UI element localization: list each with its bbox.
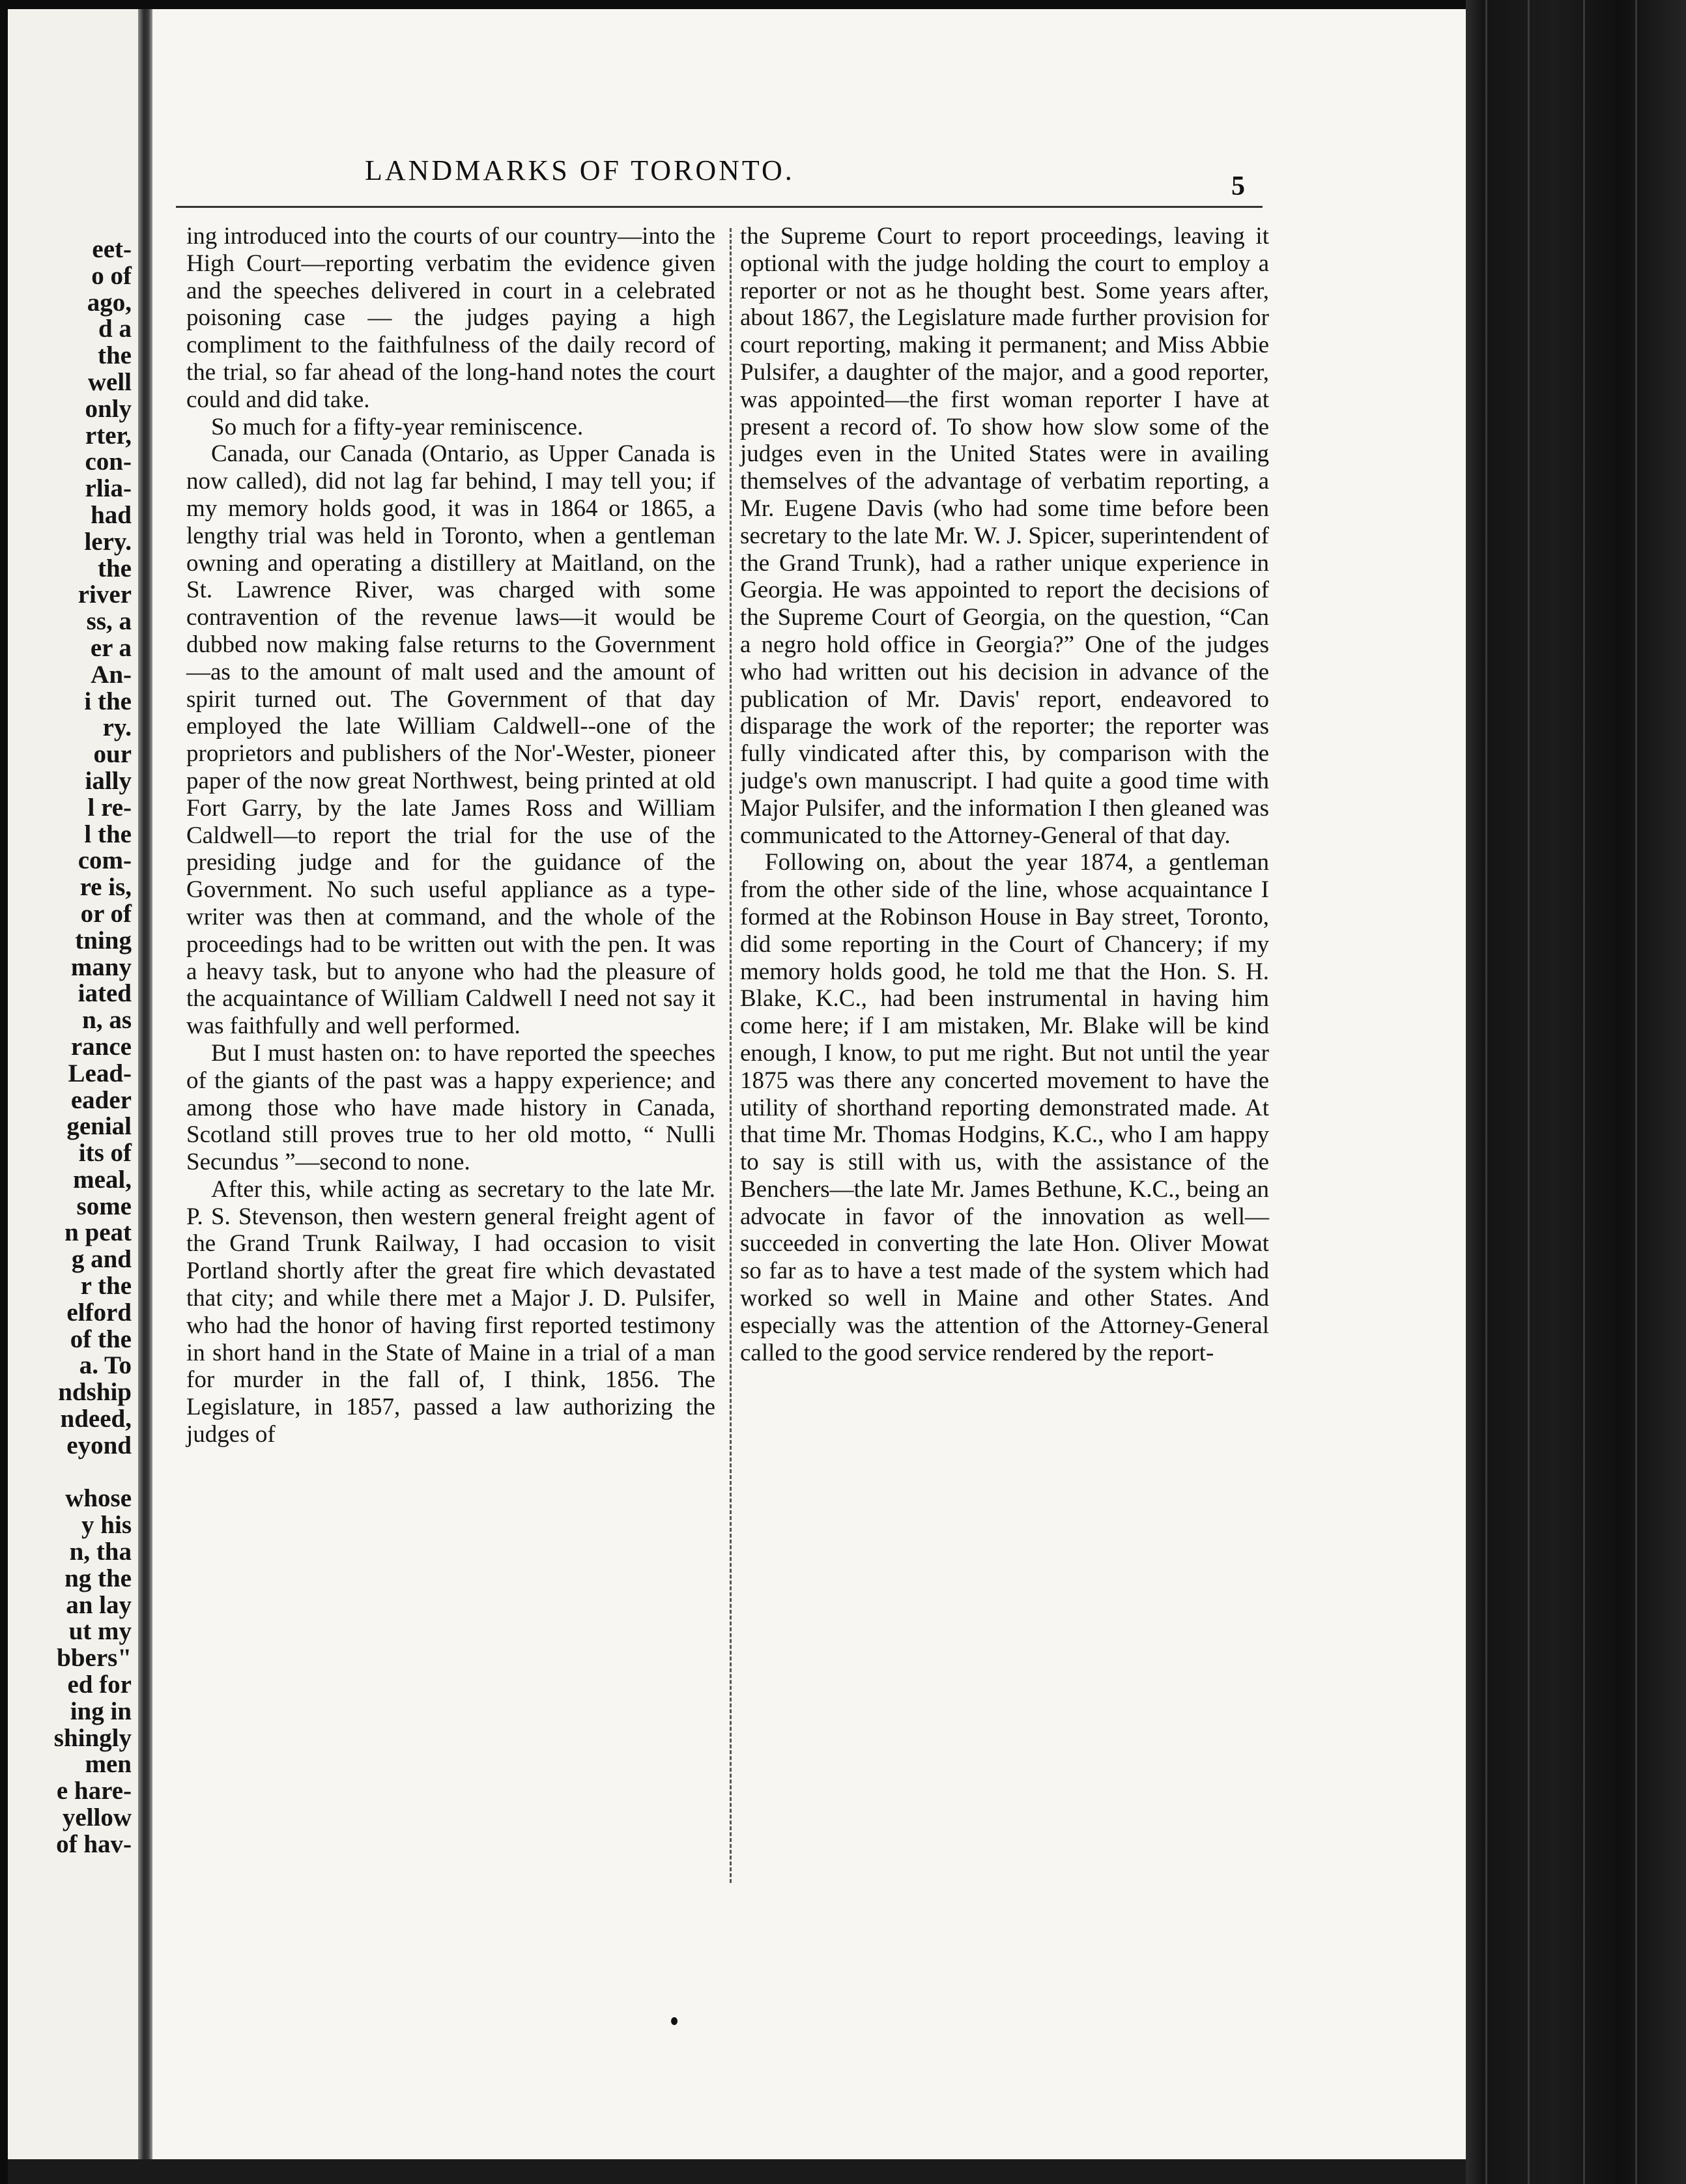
previous-page-line: n peat [64, 1218, 132, 1247]
previous-page-line: g and [71, 1245, 132, 1274]
previous-page-line: re is, [79, 873, 132, 902]
previous-page-line: rter, [85, 421, 132, 450]
previous-page-line: or of [80, 899, 132, 928]
previous-page-line: r the [80, 1272, 132, 1300]
previous-page-line: ut my [68, 1617, 132, 1646]
previous-page-line: shingly [53, 1723, 132, 1752]
previous-page-line: eyond [66, 1431, 132, 1459]
previous-page-line: e hare- [56, 1777, 132, 1805]
page-number: 5 [1231, 171, 1245, 201]
previous-page-line: yellow [62, 1803, 132, 1832]
previous-page-text [54, 237, 132, 1858]
previous-page-line: an lay [66, 1590, 132, 1619]
previous-page-line: many [70, 953, 132, 981]
previous-page-line: l re- [87, 793, 132, 822]
scan-border-left [0, 0, 8, 2184]
previous-page-line: genial [66, 1112, 132, 1141]
previous-page-line: our [93, 740, 132, 769]
previous-page-line: well [87, 367, 132, 396]
previous-page-line: i the [84, 687, 132, 715]
previous-page-line: d a [98, 315, 132, 343]
previous-page-line: y his [81, 1511, 132, 1540]
previous-page-line: ing in [70, 1697, 132, 1725]
previous-page-line: eet- [92, 235, 132, 263]
previous-page-line: ially [85, 766, 132, 795]
previous-page-line: rance [70, 1032, 132, 1061]
previous-page-line: bbers" [57, 1644, 132, 1673]
previous-page-line: l the [84, 820, 132, 848]
previous-page-line: n, tha [69, 1538, 132, 1566]
previous-page-line: com- [78, 846, 132, 875]
running-title: LANDMARKS OF TORONTO. [365, 154, 795, 186]
paragraph: But I must hasten on: to have reported the speeches of the giants of the past was a happy experience; and among those who have made history in Canada, Scotland still proves true to her old motto, “ Nulli Secundus ”—second to none. [186, 1039, 715, 1176]
previous-page-line: meal, [73, 1165, 132, 1194]
previous-page-line: ng the [64, 1564, 132, 1592]
previous-page-line: An- [91, 660, 132, 689]
paragraph: the Supreme Court to report proceedings, leaving it optional with the judge holding the court to employ a reporter or not as he thought best. Some years after, about 1867, the Legislature made further provision for court reporting, making it permanent; and Miss Abbie Pulsifer, a daughter of the major, and a good reporter, was appointed—the first woman reporter I have at present a record of. To show how slow some of the judges even in the United States were in availing themselves of the advantage of verbatim reporting, a Mr. Eugene Davis (who had some time before been secretary to the late Mr. W. J. Spicer, superintendent of the Grand Trunk), had a rather unique experience in Georgia. He was appointed to report the decisions of the Supreme Court of Georgia, on the question, “Can a negro hold office in Georgia?” One of the judges who had written out his decision in advance of the publication of Mr. Davis' report, endeavored to disparage the work of the reporter; the reporter was fully vindicated after this, by comparison with the judge's own manuscript. I had quite a good time with Major Pulsifer, and the information I then gleaned was communicated to the Attorney-General of that day. [740, 223, 1269, 849]
previous-page-line: er a [90, 633, 132, 662]
previous-page-line: men [85, 1750, 132, 1779]
previous-page-line: ed for [67, 1671, 132, 1699]
previous-page-edge [8, 9, 138, 2159]
book-page-edges [1466, 0, 1686, 2184]
paragraph: So much for a fifty-year reminiscence. [211, 413, 584, 440]
paragraph: ing introduced into the courts of our country—into the High Court—reporting verbatim the evidence given and the speeches delivered in court in a celebrated poisoning case — the judges paying a high compliment to the faithfulness of the daily record of the trial, so far ahead of the long-hand notes the court could and did take. [186, 223, 715, 413]
previous-page-line: con- [85, 448, 132, 476]
previous-page-line: iated [78, 979, 132, 1008]
paragraph: Following on, about the year 1874, a gentleman from the other side of the line, whose acquaintance I formed at the Robinson House in Bay street, Toronto, did some reporting in the Court of Chancery; if my memory holds good, he told me that the Hon. S. H. Blake, K.C., had been instrumental in having him come here; if I am mistaken, Mr. Blake will be kind enough, I know, to put me right. But not until the year 1875 was there any concerted movement to have the utility of shorthand reporting demonstrated made. At that time Mr. Thomas Hodgins, K.C., who I am happy to say is still with us, with the assistance of the Benchers—the late Mr. James Bethune, K.C., being an advocate in favor of the innovation as well—succeeded in converting the late Hon. Oliver Mowat so far as to have a test made of the system which had worked so well in Maine and other States. And especially was the attention of the Attorney-General called to the good service rendered by the report- [740, 849, 1269, 1366]
previous-page-line: the [98, 554, 132, 582]
previous-page-line: rlia- [85, 474, 132, 503]
previous-page-line: of hav- [56, 1830, 132, 1858]
previous-page-line: its of [78, 1139, 132, 1168]
previous-page-line: only [85, 394, 132, 423]
previous-page-line: o of [91, 261, 132, 290]
previous-page-line: ry. [102, 713, 132, 742]
previous-page-line: eader [70, 1085, 132, 1114]
previous-page-line: elford [66, 1298, 132, 1327]
previous-page-line: some [76, 1192, 132, 1220]
previous-page-line: ago, [87, 288, 132, 317]
previous-page-line: the [98, 341, 132, 370]
previous-page-line: tning [75, 926, 132, 955]
previous-page-line: lery. [84, 527, 132, 556]
previous-page-line: of the [70, 1325, 132, 1353]
paragraph: Canada, our Canada (Ontario, as Upper Canada is now called), did not lag far behind, I may tell you; if my memory holds good, it was in 1864 or 1865, a lengthy trial was held in Toronto, when a gentleman owning and operating a distillery at Maitland, on the St. Lawrence River, was charged with some contravention of the revenue laws—it would be dubbed now making false returns to the Government—as to the amount of malt used and the amount of spirit turned out. The Government of that day employed the late William Caldwell--one of the proprietors and publishers of the Nor'-Wester, pioneer paper of the now great Northwest, being printed at old Fort Garry, by the late James Ross and William Caldwell—to report the trial for the use of the presiding judge and for the guidance of the Government. No such useful appliance as a type-writer was then at command, and the whole of the proceedings had to be written out with the pen. It was a heavy task, but to anyone who had the pleasure of the acquaintance of William Caldwell I need not say it was faithfully and well performed. [186, 440, 715, 1040]
header-rule [176, 206, 1263, 208]
previous-page-line: Lead- [68, 1059, 132, 1087]
previous-page-line: whose [65, 1484, 132, 1513]
previous-page-line: ndship [58, 1378, 132, 1407]
column-divider [730, 228, 732, 1883]
previous-page-line: a. To [79, 1351, 132, 1380]
previous-page-line: river [78, 581, 132, 609]
paragraph: After this, while acting as secretary to the late Mr. P. S. Stevenson, then western general freight agent of the Grand Trunk Railway, I had occasion to visit Portland shortly after the great fire which devastated that city; and while there met a Major J. D. Pulsifer, who had the honor of having first reported testimony in short hand in the State of Maine in a trial of a man for murder in the fall of, I think, 1856. The Legislature, in 1857, passed a law authorizing the judges of [186, 1175, 715, 1448]
right-column [740, 223, 1269, 1366]
previous-page-line: ndeed, [60, 1405, 132, 1433]
book-gutter [138, 9, 152, 2159]
previous-page-line: had [91, 500, 132, 529]
previous-page-line [54, 1459, 132, 1486]
scan-border-top [0, 0, 1686, 9]
previous-page-line: ss, a [86, 607, 132, 636]
left-column [186, 223, 715, 1448]
page-dot [671, 2017, 678, 2025]
previous-page-line: n, as [82, 1006, 132, 1035]
